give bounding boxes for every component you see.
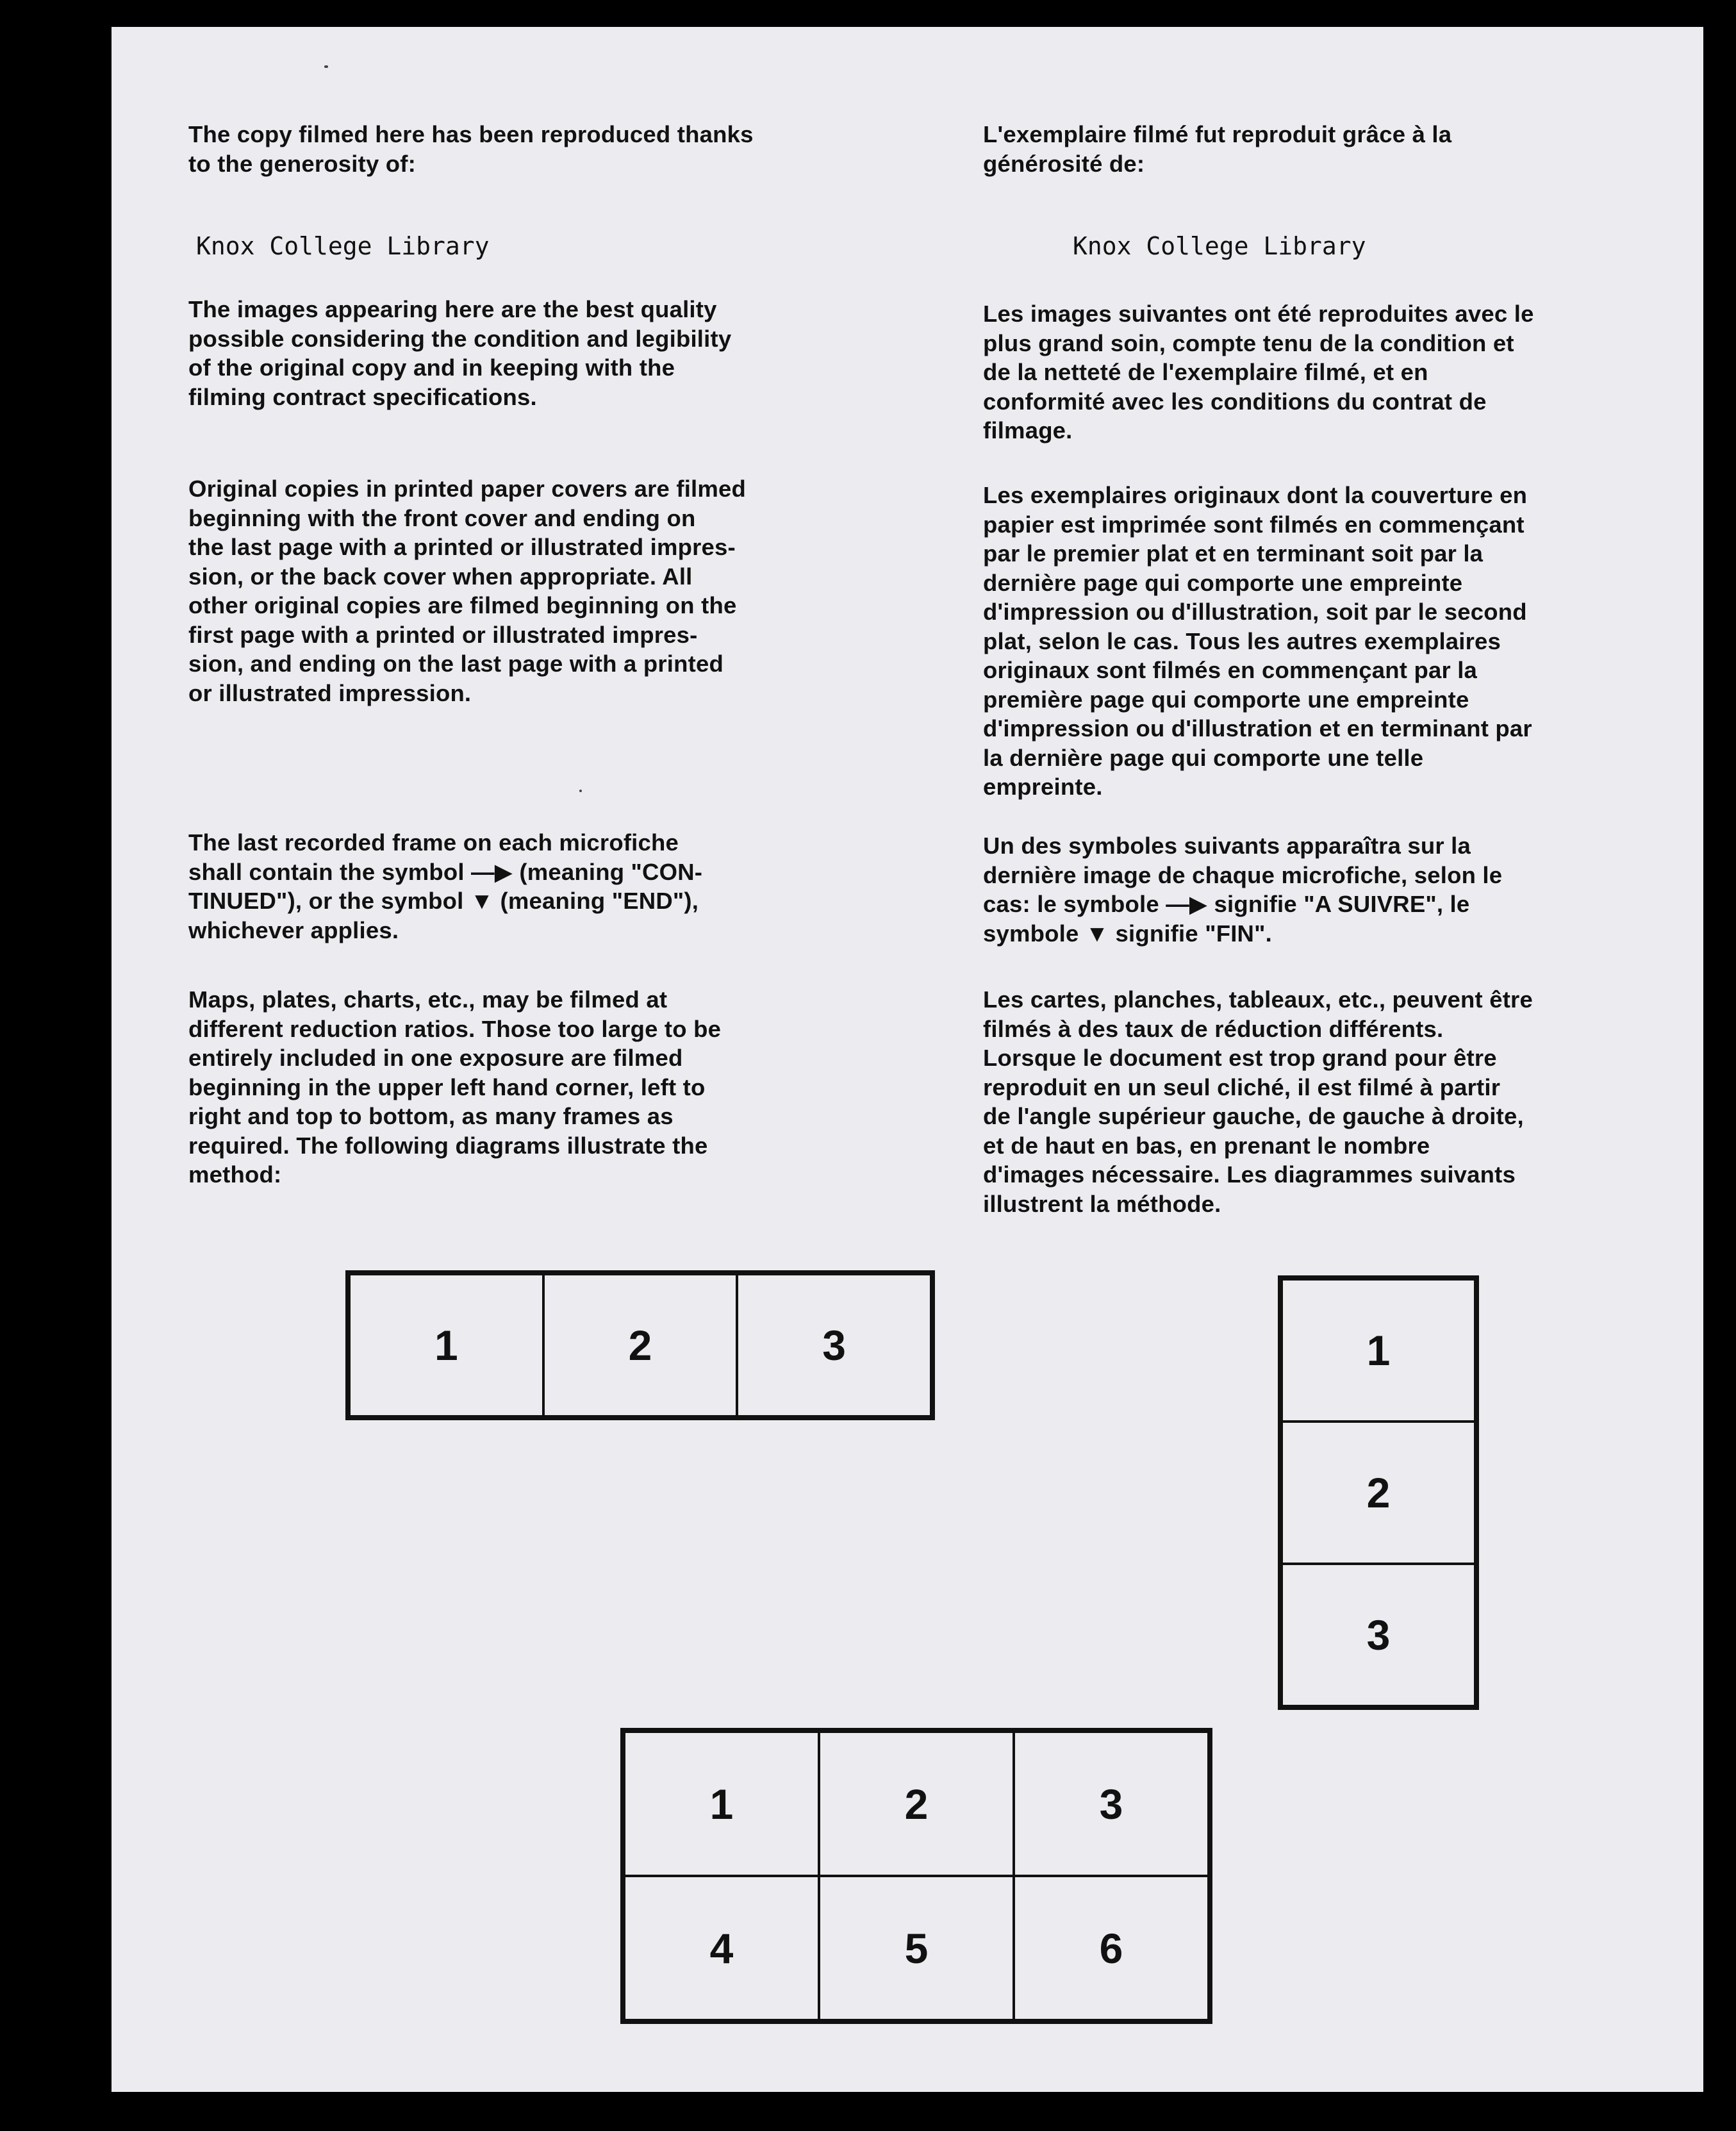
frame-cell: 6 <box>1014 1876 1209 2020</box>
english-maps-text: Maps, plates, charts, etc., may be filmed at different reduction ratios. Those too large to be entirely included in one exposure are filmed beginning in the upper left hand corner, left to right and top to bottom, as many frames as required. The following diagrams illustrate the method: <box>188 986 722 1188</box>
frame-cell: 1 <box>624 1732 819 1876</box>
frame-cell: 5 <box>819 1876 1014 2020</box>
french-maps-text: Les cartes, planches, tableaux, etc., peuvent être filmés à des taux de réduction différents. Lorsque le document est trop grand pour être reproduit en un seul cliché, il est filmé à partir de l'angle supérieur gauche, de gauche à droite, et de haut en bas, en prenant le nombre d'images nécessaire. Les diagrammes suivants illustrent la méthode. <box>983 986 1533 1217</box>
english-originals-text: Original copies in printed paper covers are filmed beginning with the front cover and ending on the last page with a printed or illustrated impres- sion, or the back cover when appropriate. All other original copies are filmed beginning on the first page with a printed or illustrated impres- sion, and ending on the last page with a printed or illustrated impression. <box>188 476 747 706</box>
frame-cell: 2 <box>1282 1422 1475 1564</box>
frame-cell: 3 <box>1282 1564 1475 1706</box>
english-symbols-text: The last recorded frame on each microfiche shall contain the symbol ―▶ (meaning "CON- TINUED"), or the symbol ▼ (meaning "END"), whichever applies. <box>188 829 703 943</box>
french-library-name: Knox College Library <box>1073 232 1366 260</box>
french-originals-text: Les exemplaires originaux dont la couverture en papier est imprimée sont filmés en commençant par le premier plat et en terminant soit par la dernière page qui comporte une empreinte d'impression ou d'illustration, soit par le second plat, selon le cas. Tous les autres exemplaires originaux sont filmés en commençant par la première page qui comporte une empreinte d'impression ou d'illustration et en terminant par la dernière page qui comporte une telle empreinte. <box>983 482 1532 800</box>
english-thanks-text: The copy filmed here has been reproduced thanks to the generosity of: <box>188 121 754 177</box>
frame-cell: 3 <box>1014 1732 1209 1876</box>
diagram-grid-frames <box>620 1728 1212 2024</box>
french-thanks-text: L'exemplaire filmé fut reproduit grâce à la générosité de: <box>983 121 1452 177</box>
frame-cell: 4 <box>624 1876 819 2020</box>
french-symbols-text: Un des symboles suivants apparaîtra sur la dernière image de chaque microfiche, selon le cas: le symbole ―▶ signifie "A SUIVRE", le symbole ▼ signifie "FIN". <box>983 833 1503 947</box>
diagram-vertical-frames <box>1278 1275 1479 1710</box>
film-speck <box>579 790 582 792</box>
english-quality-text: The images appearing here are the best quality possible considering the condition and legibility of the original copy and in keeping with the filming contract specifications. <box>188 296 732 410</box>
frame-cell: 1 <box>349 1274 543 1416</box>
film-speck <box>324 65 328 68</box>
frame-cell: 1 <box>1282 1279 1475 1422</box>
english-library-name: Knox College Library <box>196 232 490 260</box>
frame-cell: 3 <box>737 1274 931 1416</box>
frame-cell: 2 <box>819 1732 1014 1876</box>
frame-cell: 2 <box>543 1274 738 1416</box>
diagram-horizontal-frames <box>345 1270 935 1420</box>
french-quality-text: Les images suivantes ont été reproduites avec le plus grand soin, compte tenu de la condition et de la netteté de l'exemplaire filmé, et en conformité avec les conditions du contrat de filmage. <box>983 301 1534 444</box>
filmed-page <box>112 27 1703 2092</box>
